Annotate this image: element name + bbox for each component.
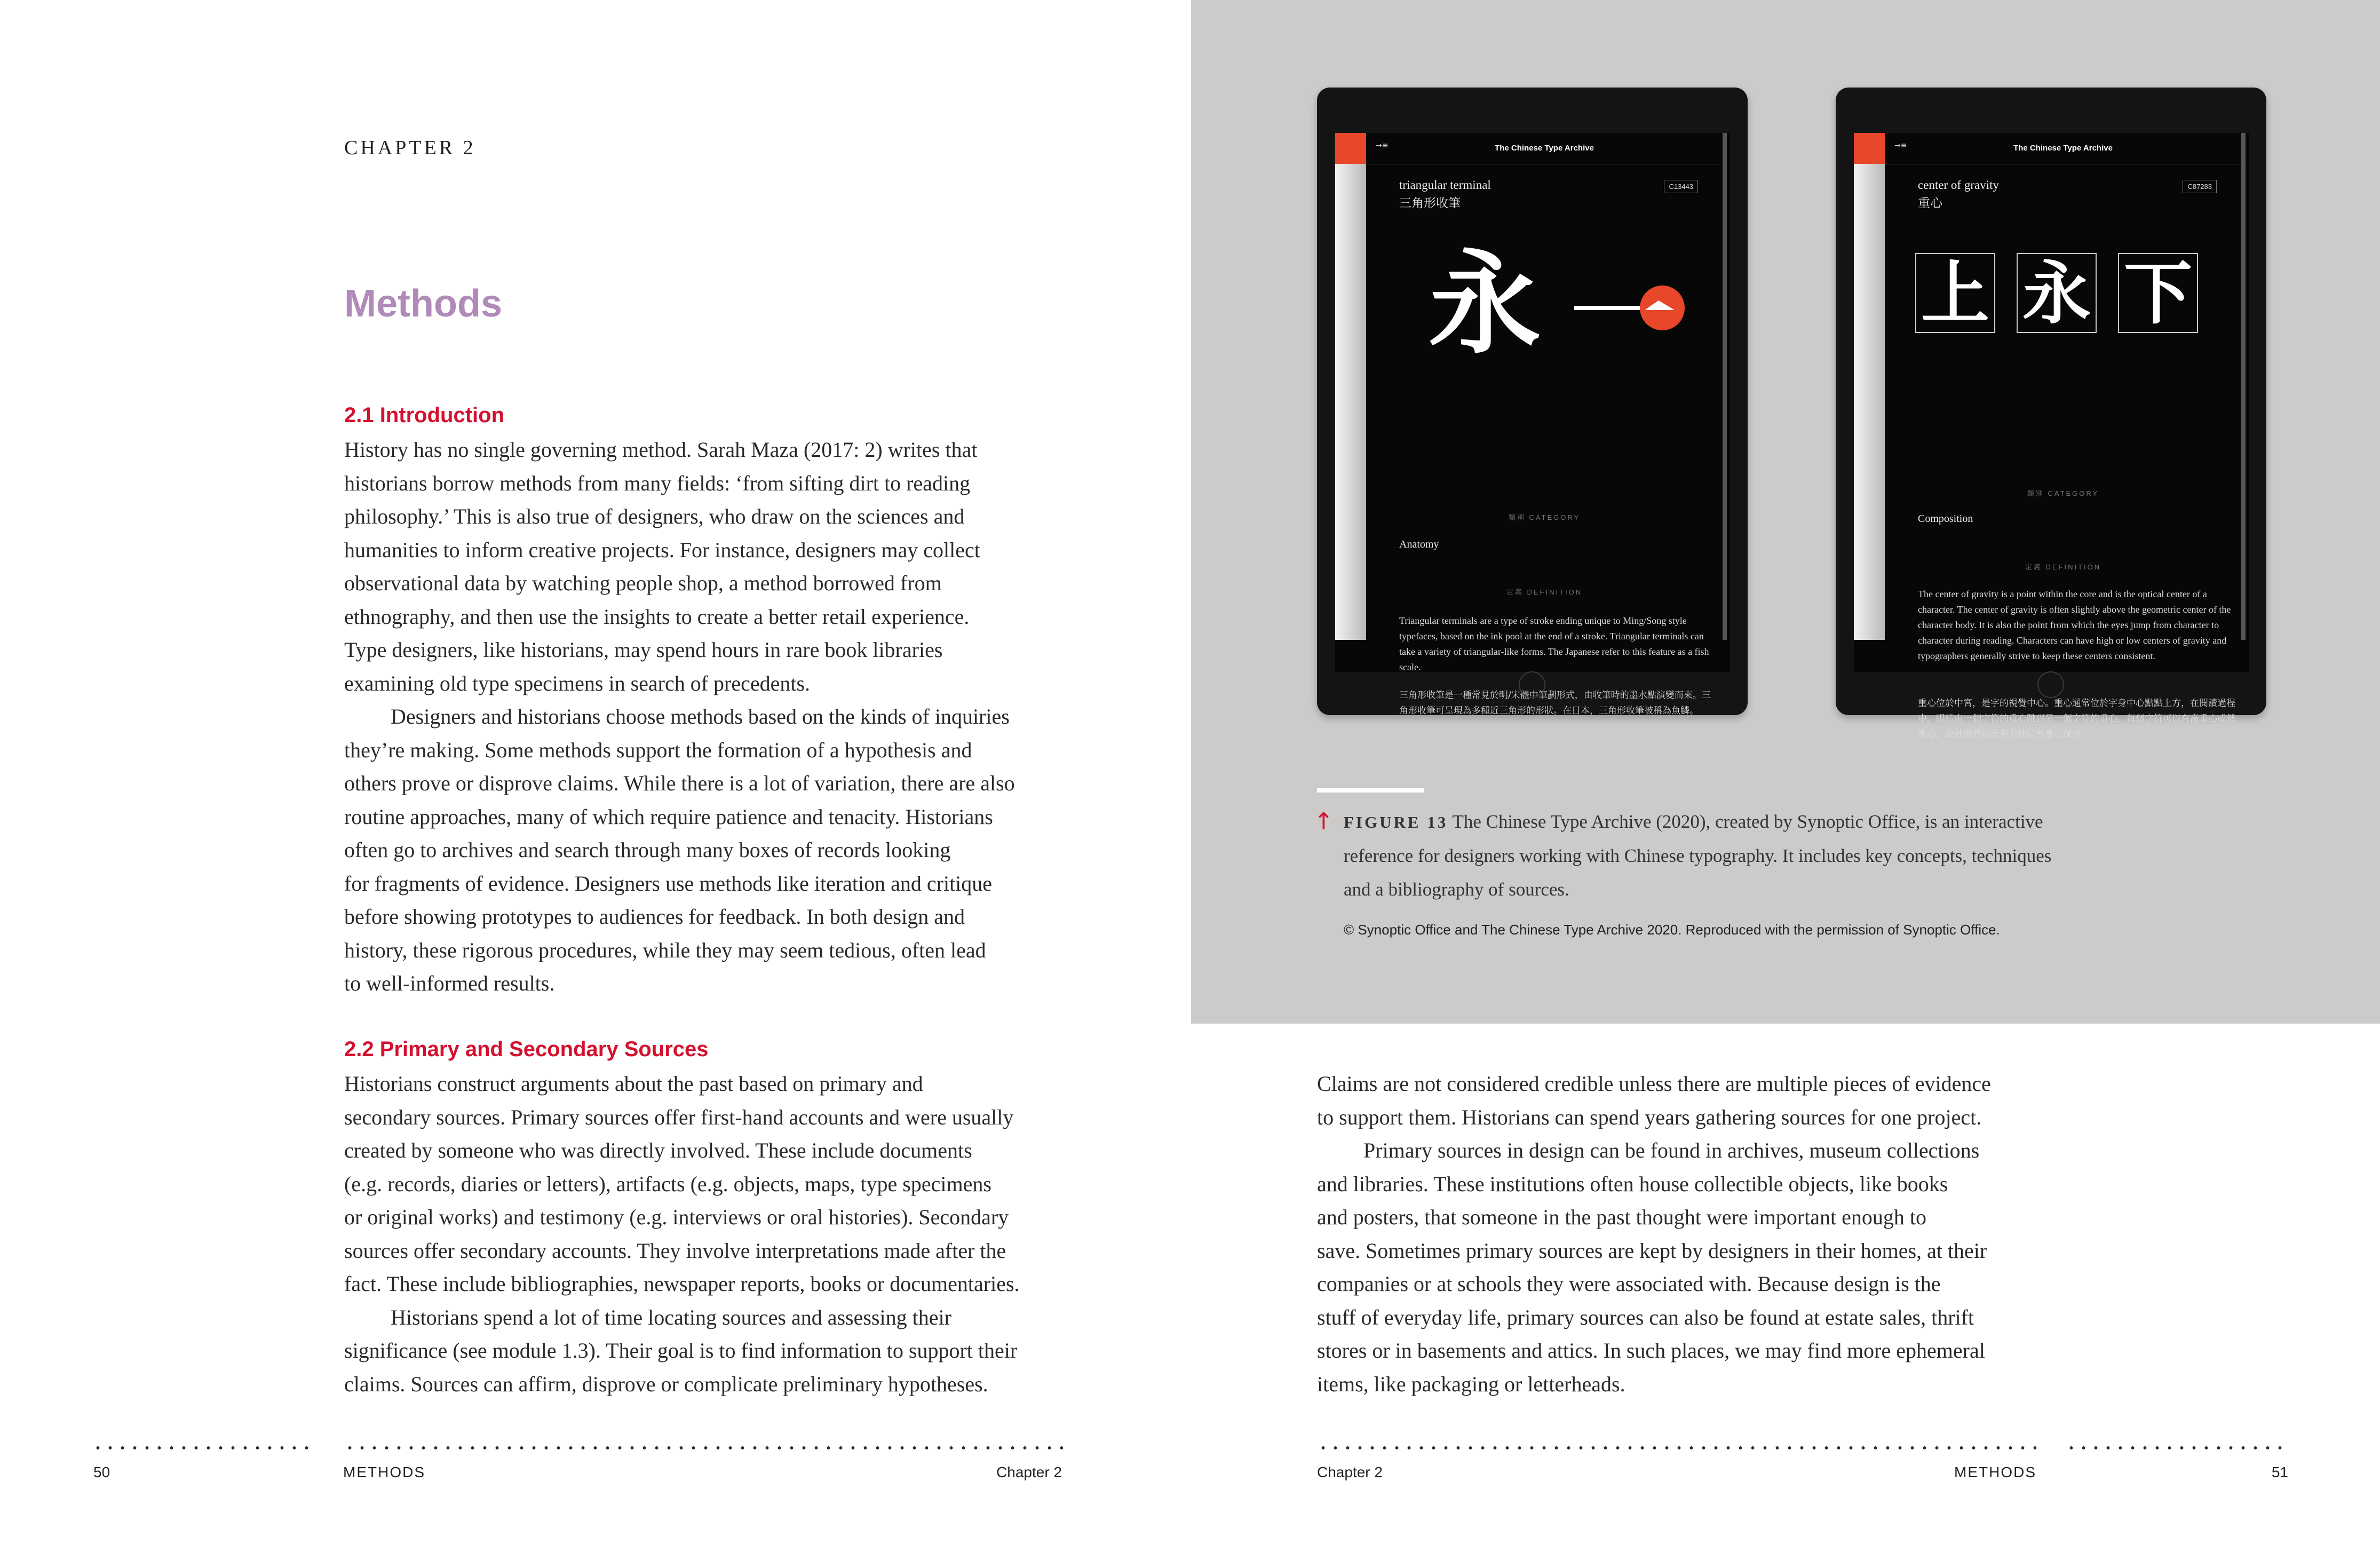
intro-body <box>344 433 1015 1001</box>
chapter-footer-right: Chapter 2 <box>1317 1464 1383 1480</box>
footer-dotted-rule <box>2065 1446 2289 1449</box>
terminal-detail-illustration <box>1574 281 1693 335</box>
archive-logo-square <box>1854 133 1885 164</box>
arrow-up-icon: ↑ <box>1314 808 1334 835</box>
text-line: and posters, that someone in the past thought were important enough to <box>1317 1205 1926 1229</box>
sidebar-strip <box>1335 164 1366 640</box>
text-line: History has no single governing method. Sarah Maza (2017: 2) writes that <box>344 438 978 462</box>
footer-dotted-rule <box>1317 1446 2036 1449</box>
home-button <box>2037 671 2064 698</box>
text-line: save. Sometimes primary sources are kept by designers in their homes, at their <box>1317 1238 1987 1263</box>
right-body <box>1317 1067 1991 1401</box>
text-line: observational data by watching people shop, a method borrowed from <box>344 571 942 595</box>
term-english: triangular terminal <box>1399 178 1491 192</box>
definition-label: 定義 DEFINITION <box>2025 563 2101 571</box>
footer-dotted-rule <box>92 1446 316 1449</box>
tablet-screen <box>1335 133 1730 716</box>
running-title-right: METHODS <box>1954 1464 2036 1480</box>
scrollbar <box>2241 133 2246 640</box>
text-line: Type designers, like historians, may spend hours in rare book libraries <box>344 638 943 662</box>
text-line: items, like packaging or letterheads. <box>1317 1372 1625 1396</box>
text-line: secondary sources. Primary sources offer first-hand accounts and were usually <box>344 1105 1014 1129</box>
text-line: philosophy.’ This is also true of designers, who draw on the sciences and <box>344 504 965 528</box>
category-label: 類別 CATEGORY <box>1508 513 1581 521</box>
glyph-yong: 永 <box>1429 237 1541 369</box>
term-code-badge: C87283 <box>2183 180 2217 193</box>
term-english: center of gravity <box>1918 178 1999 192</box>
term-chinese: 三角形收筆 <box>1399 196 1461 210</box>
text-line: claims. Sources can affirm, disprove or complicate preliminary hypotheses. <box>344 1372 988 1396</box>
text-line: before showing prototypes to audiences for feedback. In both design and <box>344 905 965 929</box>
category-label: 類別 CATEGORY <box>2027 489 2099 497</box>
page-number-right: 51 <box>2271 1464 2288 1480</box>
text-line: sources offer secondary accounts. They involve interpretations made after the <box>344 1238 1006 1263</box>
glyph-xia: 下 <box>2118 253 2198 333</box>
figure-label: FIGURE 13 <box>1344 813 1448 831</box>
text-line: or original works) and testimony (e.g. interviews or oral histories). Secondary <box>344 1205 1009 1229</box>
text-line: Primary sources in design can be found in archives, museum collections <box>1363 1138 1980 1162</box>
text-line: routine approaches, many of which require patience and tenacity. Historians <box>344 804 993 829</box>
page-number-left: 50 <box>93 1464 110 1480</box>
section-heading-introduction: 2.1 Introduction <box>344 403 504 427</box>
text-line: Claims are not considered credible unless there are multiple pieces of evidence <box>1317 1072 1991 1096</box>
definition-label: 定義 DEFINITION <box>1506 588 1583 596</box>
app-topbar <box>1885 133 2241 164</box>
caption-rule <box>1317 788 1424 793</box>
definition-chinese: 三角形收筆是一種常見於明/宋體中筆劃形式，由收筆時的墨水點演變而來。三角形收筆可呈現為多種近三角形的形狀。在日本，三角形收筆被稱為魚鱗。 <box>1399 690 1711 716</box>
menu-icon: →≡ <box>1894 141 1907 150</box>
text-line: Designers and historians choose methods based on the kinds of inquiries <box>391 704 1010 728</box>
text-line: history, these rigorous procedures, while they may seem tedious, often lead <box>344 938 986 962</box>
text-line: often go to archives and search through many boxes of records looking <box>344 838 951 862</box>
chapter-label: CHAPTER 2 <box>344 137 476 159</box>
text-line: and libraries. These institutions often house collectible objects, like books <box>1317 1171 1948 1196</box>
definition-english: Triangular terminals are a type of stroke ending unique to Ming/Song style typefaces, based on the ink pool at the end of a stroke. Triangular terminals can take a variety of triangular-like forms. The Japanese refer to this feature as a fish scale. <box>1399 615 1709 672</box>
app-title: The Chinese Type Archive <box>2013 144 2113 153</box>
text-line: (e.g. records, diaries or letters), artifacts (e.g. objects, maps, type specimens <box>344 1171 991 1196</box>
text-line: fact. These include bibliographies, newspaper reports, books or documentaries. <box>344 1272 1020 1296</box>
text-line: humanities to inform creative projects. For instance, designers may collect <box>344 537 980 562</box>
term-chinese: 重心 <box>1918 196 1942 210</box>
figure-caption <box>1344 805 2069 906</box>
figure-caption-text: The Chinese Type Archive (2020), created by Synoptic Office, is an interactive reference for designers working with Chinese typography. It includes key concepts, techniques and a bibliography of sources. <box>1344 811 2052 900</box>
text-line: they’re making. Some methods support the formation of a hypothesis and <box>344 738 972 762</box>
menu-icon: →≡ <box>1376 141 1389 150</box>
category-value: Composition <box>1918 513 1973 525</box>
category-value: Anatomy <box>1399 538 1439 550</box>
text-line: to support them. Historians can spend years gathering sources for one project. <box>1317 1105 1982 1129</box>
running-title-left: METHODS <box>343 1464 425 1480</box>
archive-logo-square <box>1335 133 1366 164</box>
app-title: The Chinese Type Archive <box>1495 144 1594 153</box>
term-code-badge: C13443 <box>1664 180 1698 193</box>
tablet-center-of-gravity <box>1836 88 2266 740</box>
glyph-yong: 永 <box>2017 253 2097 333</box>
text-line: significance (see module 1.3). Their goal is to find information to support their <box>344 1338 1018 1362</box>
chapter-footer-left: Chapter 2 <box>996 1464 1062 1480</box>
text-line: Historians construct arguments about the past based on primary and <box>344 1072 923 1096</box>
home-button <box>1519 671 1545 698</box>
text-line: companies or at schools they were associated with. Because design is the <box>1317 1272 1941 1296</box>
text-line: stores or in basements and attics. In such places, we may find more ephemeral <box>1317 1338 1985 1362</box>
section-heading-sources: 2.2 Primary and Secondary Sources <box>344 1037 709 1061</box>
text-line: examining old type specimens in search of precedents. <box>344 671 811 695</box>
text-line: ethnography, and then use the insights to create a better retail experience. <box>344 604 970 629</box>
sources-body <box>344 1067 1020 1401</box>
text-line: Historians spend a lot of time locating sources and assessing their <box>391 1305 951 1329</box>
text-line: created by someone who was directly involved. These include documents <box>344 1138 972 1162</box>
text-line: historians borrow methods from many fields: ‘from sifting dirt to reading <box>344 471 971 495</box>
sidebar-strip <box>1854 164 1885 640</box>
text-line: stuff of everyday life, primary sources can also be found at estate sales, thrift <box>1317 1305 1974 1329</box>
page-title: Methods <box>344 282 502 325</box>
definition-english: The center of gravity is a point within the core and is the optical center of a character. The center of gravity is often slightly above the geometric center of the character body. It is also the point from which the eyes jump from character to character during reading. Characters can have high or low centers of gravity and typographers generally strive to keep these centers consistent. <box>1918 589 2231 661</box>
glyph-shang: 上 <box>1915 253 1995 333</box>
scrollbar <box>1723 133 1727 640</box>
text-line: to well-informed results. <box>344 971 555 995</box>
app-topbar <box>1366 133 1723 164</box>
tablet-triangular-terminal <box>1317 88 1748 715</box>
text-line: for fragments of evidence. Designers use methods like iteration and critique <box>344 871 993 896</box>
tablet-screen <box>1854 133 2249 740</box>
definition-chinese: 重心位於中宮，是字的視覺中心。重心通常位於字身中心點點上方，在閱讀過程中，眼睛由一個字符的重心跳到另一個字符的重心。每個字符可以有高重心或低重心，設計師們通常努力使這些重心保持一 <box>1918 698 2235 740</box>
footer-dotted-rule <box>344 1446 1063 1449</box>
text-line: others prove or disprove claims. While there is a lot of variation, there are also <box>344 771 1015 795</box>
figure-credit: © Synoptic Office and The Chinese Type Archive 2020. Reproduced with the permission of Synoptic Office. <box>1344 922 2000 938</box>
